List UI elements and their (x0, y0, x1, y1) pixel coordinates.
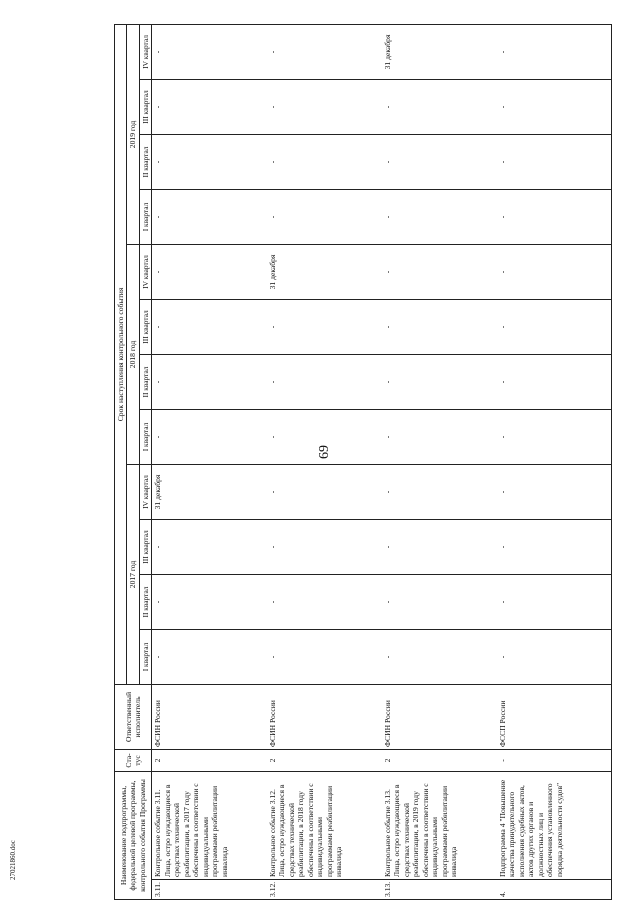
quarter-cell: - (267, 519, 382, 574)
quarter-cell: - (152, 189, 267, 244)
quarter-cell: - (152, 629, 267, 684)
quarter-cell: - (497, 134, 612, 189)
header-status: Ста-тус (115, 749, 152, 771)
row-number: 3.13. (382, 880, 497, 900)
quarter-cell: - (152, 574, 267, 629)
deadline-date-cell: 31 декабря (382, 24, 497, 79)
quarter-cell: - (382, 409, 497, 464)
event-name: Подпрограмма 4 "Повышение качества принудительного исполнения судебных актов, актов других органов и должностных лиц и обеспечения установленного порядка деятельности судов" (497, 771, 612, 879)
event-name: Контрольное событие 3.13. Лица, остро нуждающиеся в средствах технической реабилитации, в 2019 году обеспечены в соответствии с индивидуальными программами реабилитации инвалида (382, 771, 497, 879)
quarter-cell: - (497, 574, 612, 629)
header-quarter: III квартал (139, 79, 151, 134)
quarter-cell: - (152, 134, 267, 189)
quarter-cell: - (497, 79, 612, 134)
quarter-cell: - (497, 244, 612, 299)
header-quarter: II квартал (139, 134, 151, 189)
responsible-cell: ФСИН России (152, 684, 267, 749)
header-quarter: II квартал (139, 354, 151, 409)
status-cell: - (497, 749, 612, 771)
quarter-cell: - (267, 134, 382, 189)
page-number: 69 (317, 445, 332, 459)
responsible-cell: ФССП России (497, 684, 612, 749)
quarter-cell: - (497, 189, 612, 244)
quarter-cell: - (382, 519, 497, 574)
quarter-cell: - (152, 409, 267, 464)
quarter-cell: - (152, 24, 267, 79)
header-quarter: IV квартал (139, 24, 151, 79)
header-quarter: I квартал (139, 629, 151, 684)
header-quarter: IV квартал (139, 464, 151, 519)
header-quarter: IV квартал (139, 244, 151, 299)
quarter-cell: - (497, 519, 612, 574)
quarter-cell: - (497, 299, 612, 354)
quarter-cell: - (152, 79, 267, 134)
event-name: Контрольное событие 3.11. Лица, остро нуждающиеся в средствах технической реабилитации, в 2017 году обеспечены в соответствии с индивидуальными программами реабилитации инвалида (152, 771, 267, 879)
quarter-cell: - (382, 574, 497, 629)
quarter-cell: - (497, 409, 612, 464)
quarter-cell: - (267, 574, 382, 629)
quarter-cell: - (152, 244, 267, 299)
quarter-cell: - (267, 464, 382, 519)
header-quarter: III квартал (139, 519, 151, 574)
quarter-cell: - (497, 354, 612, 409)
quarter-cell: - (382, 134, 497, 189)
quarter-cell: - (382, 244, 497, 299)
quarter-cell: - (382, 299, 497, 354)
status-cell: 2 (267, 749, 382, 771)
row-number: 3.12. (267, 880, 382, 900)
row-number: 3.11. (152, 880, 267, 900)
header-quarter: III квартал (139, 299, 151, 354)
header-year-2017: 2017 год (127, 464, 139, 684)
quarter-cell: - (382, 629, 497, 684)
row-number: 4. (497, 880, 612, 900)
footer-filename: 27021860.doc (9, 840, 17, 880)
responsible-cell: ФСИН России (267, 684, 382, 749)
header-deadline: Срок наступления контрольного события (115, 24, 127, 684)
table-row (267, 24, 382, 899)
schedule-table-rotated (114, 25, 614, 900)
quarter-cell: - (382, 354, 497, 409)
quarter-cell: - (382, 464, 497, 519)
header-quarter: I квартал (139, 409, 151, 464)
quarter-cell: - (152, 354, 267, 409)
quarter-cell: - (267, 24, 382, 79)
quarter-cell: - (267, 409, 382, 464)
quarter-cell: - (267, 79, 382, 134)
deadline-date-cell: 31 декабря (152, 464, 267, 519)
status-cell: 2 (382, 749, 497, 771)
deadline-date-cell: 31 декабря (267, 244, 382, 299)
event-name: Контрольное событие 3.12. Лица, остро нуждающиеся в средствах технической реабилитации, в 2018 году обеспечены в соответствии с индивидуальными программами реабилитации инвалида (267, 771, 382, 879)
quarter-cell: - (267, 354, 382, 409)
quarter-cell: - (267, 189, 382, 244)
header-name: Наименование подпрограммы, федеральной целевой программы, контрольного события Программы (115, 771, 152, 899)
header-year-2019: 2019 год (127, 24, 139, 244)
table-row (382, 24, 497, 899)
table-body (152, 24, 612, 899)
quarter-cell: - (497, 464, 612, 519)
quarter-cell: - (382, 189, 497, 244)
header-responsible: Ответственный исполнитель (115, 684, 152, 749)
header-quarter: II квартал (139, 574, 151, 629)
quarter-cell: - (497, 629, 612, 684)
header-quarter: I квартал (139, 189, 151, 244)
quarter-cell: - (497, 24, 612, 79)
table-row (497, 24, 612, 899)
responsible-cell: ФСИН России (382, 684, 497, 749)
quarter-cell: - (152, 299, 267, 354)
quarter-cell: - (267, 299, 382, 354)
quarter-cell: - (152, 519, 267, 574)
control-events-table (114, 24, 612, 900)
quarter-cell: - (267, 629, 382, 684)
table-row (152, 24, 267, 899)
header-year-2018: 2018 год (127, 244, 139, 464)
status-cell: 2 (152, 749, 267, 771)
quarter-cell: - (382, 79, 497, 134)
